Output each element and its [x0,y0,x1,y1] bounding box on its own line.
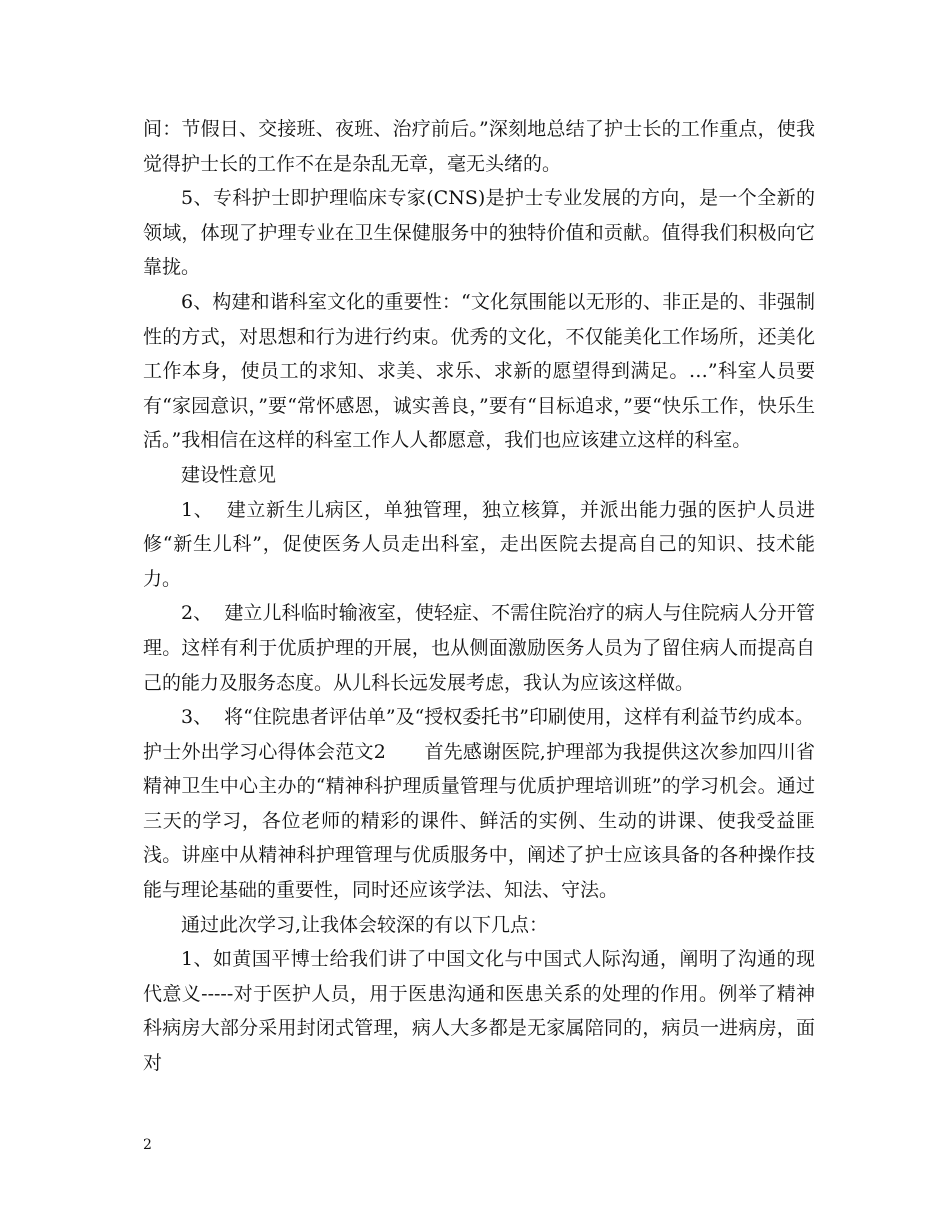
section-heading: 建设性意见 [181,463,277,486]
paragraph: 5、专科护士即护理临床专家(CNS)是护士专业发展的方向，是一个全新的领域，体现了护理专业在卫生保健服务中的独特价值和贡献。值得我们积极向它靠拢。 [143,187,815,279]
paragraph: 间：节假日、交接班、夜班、治疗前后。”深刻地总结了护士长的工作重点，使我觉得护士长的工作不在是杂乱无章，毫无头绪的。 [143,118,815,175]
paragraph: 6、构建和谐科室文化的重要性：“文化氛围能以无形的、非正是的、非强制性的方式，对思想和行为进行约束。优秀的文化，不仅能美化工作场所，还美化工作本身，使员工的求知、求美、求乐、求新的愿望得到满足。…”科室人员要有“家园意识，”要“常怀感恩，诚实善良，”要有“目标追求，”要“快乐工作，快乐生活。”我相信在这样的科室工作人人都愿意，我们也应该建立这样的科室。 [143,290,815,452]
paragraph: 护士外出学习心得体会范文2 首先感谢医院,护理部为我提供这次参加四川省精神卫生中心主办的“精神科护理质量管理与优质护理培训班”的学习机会。通过三天的学习，各位老师的精彩的课件、鲜活的实例、生动的讲课、使我受益匪浅。讲座中从精神科护理管理与优质服务中，阐述了护士应该具备的各种操作技能与理论基础的重要性，同时还应该学法、知法、守法。 [143,740,815,902]
paragraph: 3、 将“住院患者评估单”及“授权委托书”印刷使用，这样有利益节约成本。 [181,706,815,729]
paragraph: 2、 建立儿科临时输液室，使轻症、不需住院治疗的病人与住院病人分开管理。这样有利于优质护理的开展，也从侧面激励医务人员为了留住病人而提高自己的能力及服务态度。从儿科长远发展考虑，我认为应该这样做。 [143,602,815,694]
paragraph: 通过此次学习,让我体会较深的有以下几点： [181,913,549,936]
paragraph: 1、如黄国平博士给我们讲了中国文化与中国式人际沟通，阐明了沟通的现代意义-----对于医护人员，用于医患沟通和医患关系的处理的作用。例举了精神科病房大部分采用封闭式管理，病人大多都是无家属陪同的，病员一进病房，面对 [143,948,815,1075]
page-number: 2 [143,1137,152,1153]
paragraph: 1、 建立新生儿病区，单独管理，独立核算，并派出能力强的医护人员进修“新生儿科”，促使医务人员走出科室，走出医院去提高自己的知识、技术能力。 [143,498,815,590]
body-text [143,112,815,1081]
